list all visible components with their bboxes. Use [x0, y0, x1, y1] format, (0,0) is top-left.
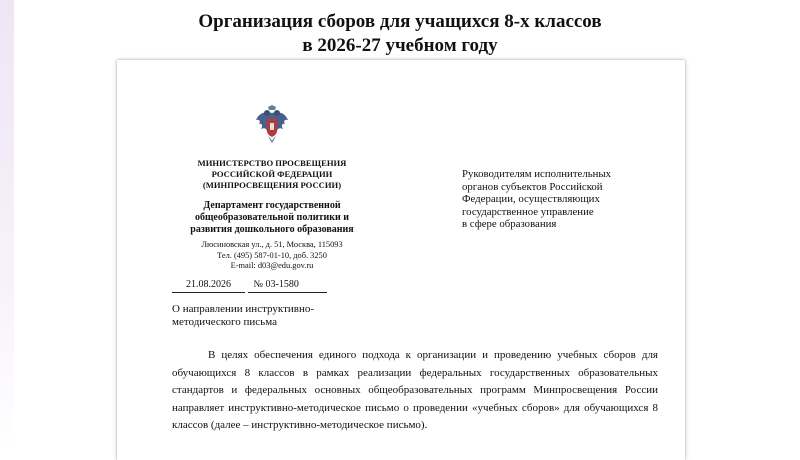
addressee-line-1: Руководителям исполнительных — [462, 168, 612, 180]
slide-title-line-1: Организация сборов для учащихся 8-х классов — [198, 11, 602, 32]
letter-body-paragraph: В целях обеспечения единого подхода к организации и проведению учебных сборов для обучающихся 8 классов в рамках реализации федеральных государственных образовательных стандартов и федеральных основных общеобразовательных программ Минпросвещения России направляет инструктивно-методическое письмо о проведении «учебных сборов» для обучающихся 8 классов (далее – инструктивно-методическое письмо). — [172, 349, 658, 432]
letter-number: № 03-1580 — [248, 279, 327, 293]
ministry-line-3: (МИНПРОСВЕЩЕНИЯ РОССИИ) — [202, 180, 342, 190]
russian-coat-of-arms-icon — [255, 105, 289, 145]
slide-title-line-2: в 2026-27 учебном году — [302, 35, 498, 56]
registration-line — [172, 279, 377, 293]
ministry-address — [177, 240, 367, 272]
department-line-2: общеобразовательной политики и — [194, 212, 350, 223]
addressee-line-5: в сфере образования — [462, 218, 557, 230]
slide-title — [0, 10, 800, 58]
department-name — [177, 200, 367, 236]
addressee-line-4: государственное управление — [462, 205, 594, 218]
department-line-3: развития дошкольного образования — [190, 224, 354, 235]
address-line-3: E-mail: d03@edu.gov.ru — [230, 261, 314, 270]
ministry-line-1: МИНИСТЕРСТВО ПРОСВЕЩЕНИЯ — [197, 158, 347, 168]
address-line-2: Тел. (495) 587-01-10, доб. 3250 — [217, 250, 327, 260]
ministry-name — [177, 158, 367, 191]
addressee-line-2: органов субъектов Российской — [462, 180, 603, 193]
department-line-1: Департамент государственной — [203, 200, 341, 211]
decorative-stripe — [0, 0, 14, 450]
subject-line-2: методического письма — [172, 316, 277, 328]
subject-line-1: О направлении инструктивно- — [172, 303, 315, 315]
address-line-1: Люсиновская ул., д. 51, Москва, 115093 — [201, 240, 343, 249]
letter-date: 21.08.2026 — [172, 279, 245, 293]
addressee-block — [462, 168, 672, 231]
letter-subject — [172, 303, 372, 329]
addressee-line-3: Федерации, осуществляющих — [462, 193, 600, 205]
ministry-line-2: РОССИЙСКОЙ ФЕДЕРАЦИИ — [211, 169, 333, 179]
document-page — [117, 60, 685, 460]
